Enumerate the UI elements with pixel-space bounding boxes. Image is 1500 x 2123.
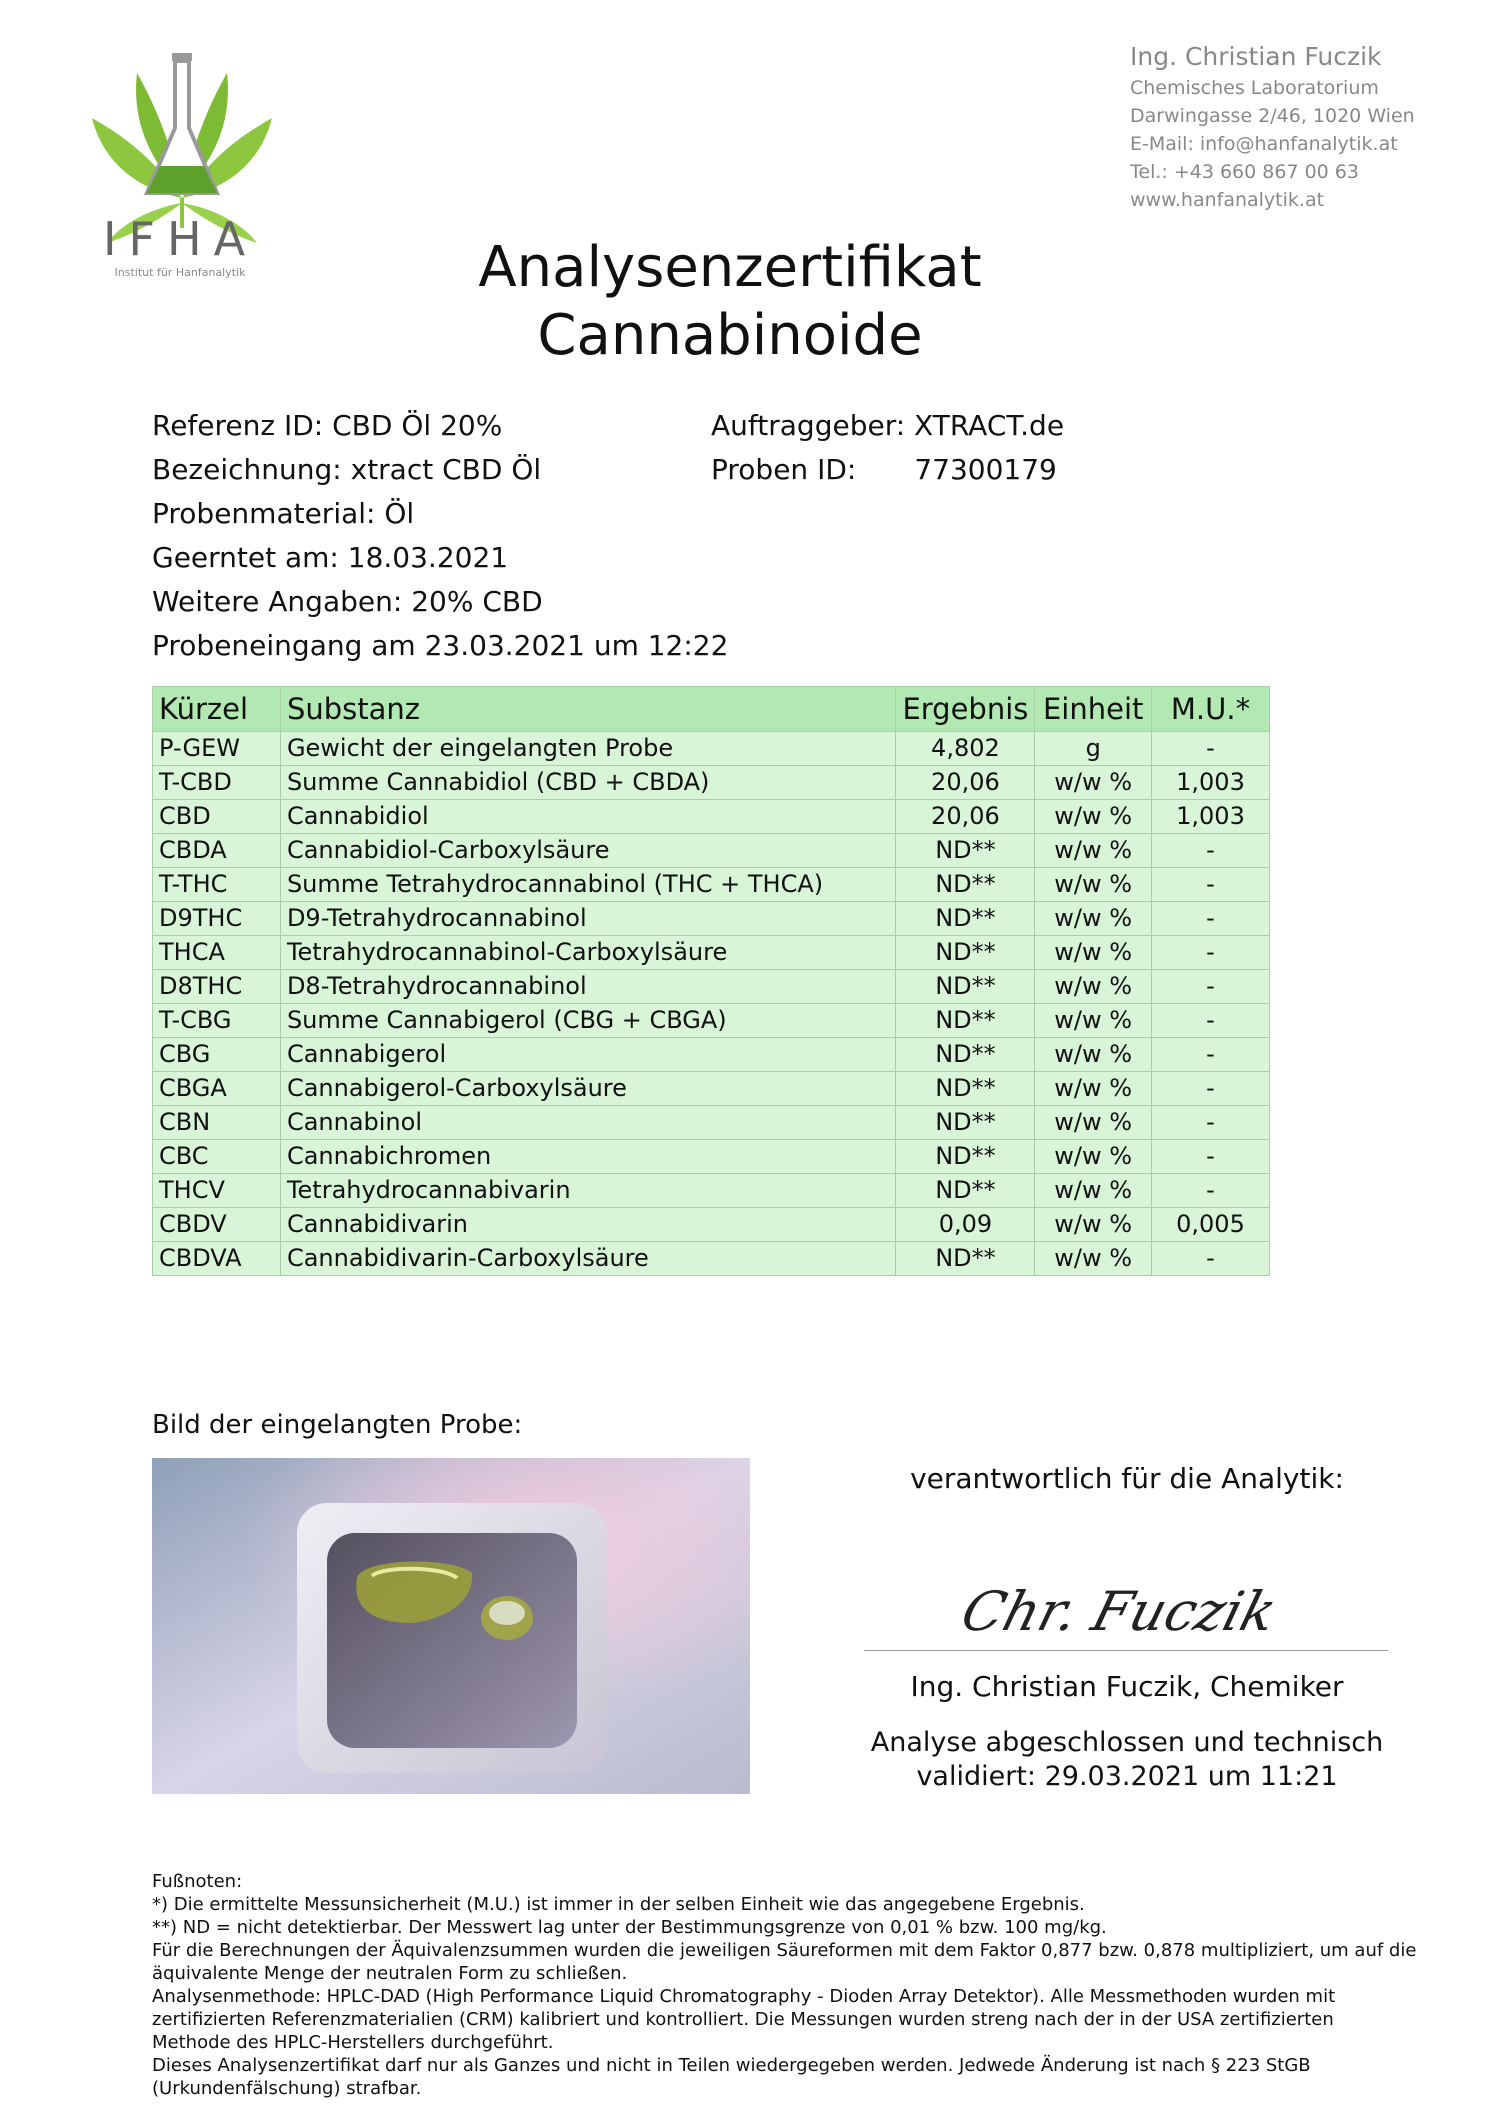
- sample-meta-right: [711, 404, 1064, 492]
- cell-mu: 1,003: [1152, 766, 1270, 800]
- lab-phone: Tel.: +43 660 867 00 63: [1130, 161, 1359, 183]
- cell-result: ND**: [896, 1140, 1035, 1174]
- lab-email: E-Mail: info@hanfanalytik.at: [1130, 133, 1398, 155]
- cell-substance: Cannabidiol: [280, 800, 896, 834]
- cell-unit: w/w %: [1035, 868, 1152, 902]
- header-result: Ergebnis: [896, 687, 1035, 732]
- cell-result: ND**: [896, 1106, 1035, 1140]
- cell-substance: Summe Cannabidiol (CBD + CBDA): [280, 766, 896, 800]
- cell-unit: w/w %: [1035, 936, 1152, 970]
- cell-unit: w/w %: [1035, 1242, 1152, 1276]
- footnote-3: Für die Berechnungen der Äquivalenzsummen wurden die jeweiligen Säureformen mit dem Faktor 0,877 bzw. 0,878 multipliziert, um auf die äquivalente Menge der neutralen Form zu schließen.: [152, 1940, 1417, 1984]
- cell-substance: Cannabinol: [280, 1106, 896, 1140]
- cell-mu: -: [1152, 732, 1270, 766]
- cell-abbrev: CBD: [153, 800, 281, 834]
- table-header-row: [153, 687, 1270, 732]
- header-mu: M.U.*: [1152, 687, 1270, 732]
- validation-note: [862, 1726, 1392, 1794]
- cell-unit: w/w %: [1035, 766, 1152, 800]
- cell-mu: -: [1152, 970, 1270, 1004]
- footnotes-heading: Fußnoten:: [152, 1871, 243, 1892]
- table-row: [153, 936, 1270, 970]
- table-row: [153, 1242, 1270, 1276]
- sample-image-label: Bild der eingelangten Probe:: [152, 1410, 523, 1440]
- document-title: [380, 234, 1080, 370]
- cell-result: 20,06: [896, 766, 1035, 800]
- cell-mu: -: [1152, 1072, 1270, 1106]
- cell-result: 0,09: [896, 1208, 1035, 1242]
- cell-result: 20,06: [896, 800, 1035, 834]
- cell-unit: w/w %: [1035, 800, 1152, 834]
- cell-abbrev: CBDA: [153, 834, 281, 868]
- cell-substance: Cannabigerol-Carboxylsäure: [280, 1072, 896, 1106]
- cell-abbrev: T-CBG: [153, 1004, 281, 1038]
- logo-subtitle: Institut für Hanfanalytik: [114, 266, 246, 279]
- footnote-1: *) Die ermittelte Messunsicherheit (M.U.) ist immer in der selben Einheit wie das angegebene Ergebnis.: [152, 1894, 1085, 1915]
- sample-id-value: 77300179: [914, 453, 1057, 486]
- sample-meta-left: [152, 404, 728, 668]
- responsible-caption: verantwortlich für die Analytik:: [910, 1462, 1344, 1495]
- cell-result: ND**: [896, 1004, 1035, 1038]
- header-abbrev: Kürzel: [153, 687, 281, 732]
- logo-text: IFHA: [102, 212, 258, 266]
- cell-abbrev: CBDV: [153, 1208, 281, 1242]
- cell-unit: w/w %: [1035, 1072, 1152, 1106]
- cell-result: ND**: [896, 970, 1035, 1004]
- cell-abbrev: THCA: [153, 936, 281, 970]
- footnote-2: **) ND = nicht detektierbar. Der Messwert lag unter der Bestimmungsgrenze von 0,01 % bzw. 100 mg/kg.: [152, 1917, 1107, 1938]
- footnotes: [152, 1870, 1417, 2100]
- cell-abbrev: CBG: [153, 1038, 281, 1072]
- table-row: [153, 1038, 1270, 1072]
- cell-substance: Summe Cannabigerol (CBG + CBGA): [280, 1004, 896, 1038]
- cell-substance: Cannabidivarin: [280, 1208, 896, 1242]
- cell-unit: w/w %: [1035, 1174, 1152, 1208]
- cell-substance: Cannabichromen: [280, 1140, 896, 1174]
- cell-abbrev: CBC: [153, 1140, 281, 1174]
- cell-mu: -: [1152, 1140, 1270, 1174]
- cell-unit: w/w %: [1035, 1038, 1152, 1072]
- sample-photo: [152, 1458, 750, 1794]
- table-row: [153, 766, 1270, 800]
- lab-owner-name: Ing. Christian Fuczik: [1130, 42, 1382, 71]
- cell-abbrev: CBGA: [153, 1072, 281, 1106]
- cell-abbrev: P-GEW: [153, 732, 281, 766]
- table-row: [153, 732, 1270, 766]
- cell-substance: Cannabidivarin-Carboxylsäure: [280, 1242, 896, 1276]
- table-row: [153, 1208, 1270, 1242]
- cell-abbrev: T-CBD: [153, 766, 281, 800]
- harvest-date: Geerntet am: 18.03.2021: [152, 541, 509, 574]
- received-date: Probeneingang am 23.03.2021 um 12:22: [152, 629, 729, 662]
- cell-result: ND**: [896, 1242, 1035, 1276]
- table-row: [153, 1106, 1270, 1140]
- client: Auftraggeber: XTRACT.de: [711, 409, 1065, 442]
- cell-mu: -: [1152, 834, 1270, 868]
- cell-result: ND**: [896, 834, 1035, 868]
- results-table: [152, 686, 1270, 1276]
- validation-line-2: validiert: 29.03.2021 um 11:21: [916, 1761, 1338, 1792]
- sample-id: [711, 448, 1064, 492]
- cell-substance: Gewicht der eingelangten Probe: [280, 732, 896, 766]
- designation: Bezeichnung: xtract CBD Öl: [152, 453, 542, 486]
- sample-id-label: Proben ID:: [711, 453, 857, 486]
- cell-unit: w/w %: [1035, 1106, 1152, 1140]
- lab-name: Chemisches Laboratorium: [1130, 77, 1379, 99]
- cell-abbrev: CBN: [153, 1106, 281, 1140]
- cell-substance: Cannabidiol-Carboxylsäure: [280, 834, 896, 868]
- cell-substance: Tetrahydrocannabinol-Carboxylsäure: [280, 936, 896, 970]
- lab-street: Darwingasse 2/46, 1020 Wien: [1130, 105, 1415, 127]
- header-substance: Substanz: [280, 687, 896, 732]
- cell-unit: w/w %: [1035, 970, 1152, 1004]
- cell-abbrev: T-THC: [153, 868, 281, 902]
- table-row: [153, 1004, 1270, 1038]
- cell-result: ND**: [896, 902, 1035, 936]
- table-row: [153, 970, 1270, 1004]
- reference-id: Referenz ID: CBD Öl 20%: [152, 409, 503, 442]
- validation-line-1: Analyse abgeschlossen und technisch: [870, 1727, 1384, 1758]
- cell-substance: D9-Tetrahydrocannabinol: [280, 902, 896, 936]
- cell-unit: w/w %: [1035, 1140, 1152, 1174]
- table-row: [153, 1174, 1270, 1208]
- cell-unit: w/w %: [1035, 1004, 1152, 1038]
- title-line-2: Cannabinoide: [537, 303, 923, 368]
- cell-substance: Summe Tetrahydrocannabinol (THC + THCA): [280, 868, 896, 902]
- table-row: [153, 868, 1270, 902]
- cell-result: ND**: [896, 868, 1035, 902]
- lab-address: [1130, 40, 1415, 214]
- cell-result: ND**: [896, 1038, 1035, 1072]
- cell-mu: -: [1152, 868, 1270, 902]
- cell-substance: D8-Tetrahydrocannabinol: [280, 970, 896, 1004]
- signature-text: Chr. Fuczik: [955, 1579, 1284, 1643]
- footnote-4: Analysenmethode: HPLC-DAD (High Performance Liquid Chromatography - Dioden Array Detektor). Alle Messmethoden wurden mit zertifizierten Referenzmaterialien (CRM) kalibriert und kontrolliert. Die Messungen wurden streng nach der in der USA zertifizierten Methode des HPLC-Herstellers durchgeführt.: [152, 1986, 1336, 2053]
- table-row: [153, 1140, 1270, 1174]
- cell-mu: -: [1152, 1004, 1270, 1038]
- cell-unit: w/w %: [1035, 902, 1152, 936]
- cell-mu: -: [1152, 1038, 1270, 1072]
- table-row: [153, 834, 1270, 868]
- cell-mu: -: [1152, 1106, 1270, 1140]
- results-body: [153, 732, 1270, 1276]
- handwritten-signature: [955, 1550, 1284, 1660]
- cell-mu: -: [1152, 902, 1270, 936]
- table-row: [153, 1072, 1270, 1106]
- cell-substance: Cannabigerol: [280, 1038, 896, 1072]
- cell-abbrev: D9THC: [153, 902, 281, 936]
- cell-mu: 1,003: [1152, 800, 1270, 834]
- cell-abbrev: CBDVA: [153, 1242, 281, 1276]
- signature-line: [864, 1650, 1388, 1651]
- cell-result: ND**: [896, 1174, 1035, 1208]
- cell-result: 4,802: [896, 732, 1035, 766]
- cell-unit: w/w %: [1035, 1208, 1152, 1242]
- header-unit: Einheit: [1035, 687, 1152, 732]
- cell-abbrev: THCV: [153, 1174, 281, 1208]
- table-row: [153, 800, 1270, 834]
- cell-mu: -: [1152, 936, 1270, 970]
- cell-abbrev: D8THC: [153, 970, 281, 1004]
- cell-result: ND**: [896, 936, 1035, 970]
- cell-mu: -: [1152, 1242, 1270, 1276]
- sample-material: Probenmaterial: Öl: [152, 497, 415, 530]
- table-row: [153, 902, 1270, 936]
- chemist-name: Ing. Christian Fuczik, Chemiker: [910, 1670, 1344, 1703]
- cell-unit: g: [1035, 732, 1152, 766]
- title-line-1: Analysenzertifikat: [478, 235, 982, 300]
- cell-substance: Tetrahydrocannabivarin: [280, 1174, 896, 1208]
- cell-mu: -: [1152, 1174, 1270, 1208]
- further-info: Weitere Angaben: 20% CBD: [152, 585, 543, 618]
- cell-unit: w/w %: [1035, 834, 1152, 868]
- cell-mu: 0,005: [1152, 1208, 1270, 1242]
- footnote-5: Dieses Analysenzertifikat darf nur als Ganzes und nicht in Teilen wiedergegeben werden. Jedwede Änderung ist nach § 223 StGB (Urkundenfälschung) strafbar.: [152, 2055, 1311, 2099]
- cell-result: ND**: [896, 1072, 1035, 1106]
- lab-website: www.hanfanalytik.at: [1130, 189, 1325, 211]
